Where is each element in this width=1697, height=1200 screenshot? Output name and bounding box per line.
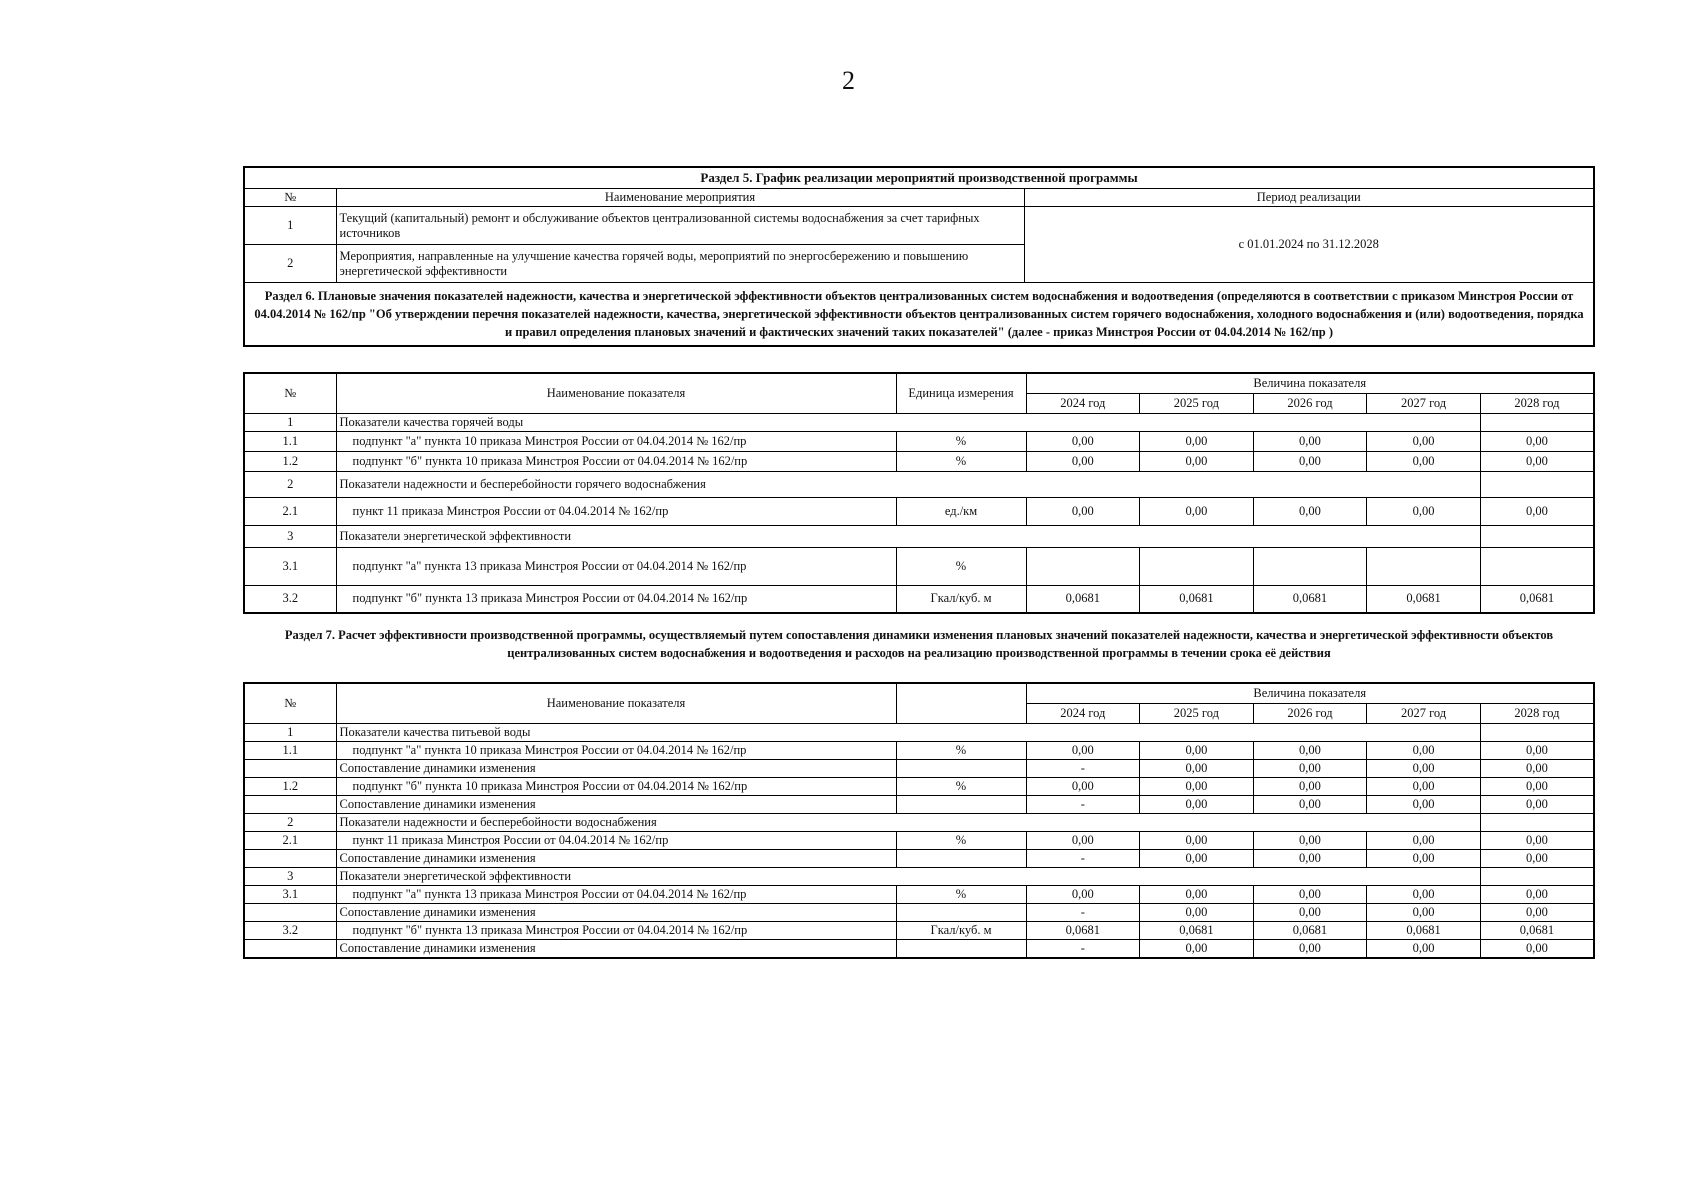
section5-table bbox=[243, 166, 1595, 347]
value-cell: 0,00 bbox=[1367, 777, 1481, 795]
unit-cell: % bbox=[896, 451, 1026, 471]
value-cell: 0,00 bbox=[1026, 741, 1140, 759]
value-cell: 0,00 bbox=[1140, 759, 1254, 777]
value-cell: 0,00 bbox=[1253, 497, 1367, 525]
row-num bbox=[244, 903, 336, 921]
table-row bbox=[244, 431, 1594, 451]
table-row bbox=[244, 759, 1594, 777]
value-cell: 0,00 bbox=[1367, 451, 1481, 471]
value-cell: 0,00 bbox=[1140, 431, 1254, 451]
row-num: 3 bbox=[244, 525, 336, 547]
value-cell: 0,00 bbox=[1480, 741, 1594, 759]
row-num: 3 bbox=[244, 867, 336, 885]
unit-cell: Гкал/куб. м bbox=[896, 585, 1026, 613]
empty-cell bbox=[1480, 471, 1594, 497]
row-name: подпункт "б" пункта 13 приказа Минстроя России от 04.04.2014 № 162/пр bbox=[336, 921, 896, 939]
section6-table bbox=[243, 372, 1595, 614]
row-num: 1 bbox=[244, 413, 336, 431]
value-cell: 0,0681 bbox=[1367, 585, 1481, 613]
value-cell: 0,00 bbox=[1480, 939, 1594, 958]
value-cell: 0,0681 bbox=[1026, 585, 1140, 613]
value-cell: 0,00 bbox=[1253, 741, 1367, 759]
value-cell: 0,00 bbox=[1253, 885, 1367, 903]
value-cell: 0,00 bbox=[1480, 431, 1594, 451]
value-cell: 0,00 bbox=[1480, 849, 1594, 867]
value-cell: 0,00 bbox=[1253, 795, 1367, 813]
table-row bbox=[244, 525, 1594, 547]
value-cell bbox=[1140, 547, 1254, 585]
value-cell: 0,00 bbox=[1480, 451, 1594, 471]
col-num-header: № bbox=[244, 373, 336, 413]
value-cell: 0,00 bbox=[1026, 451, 1140, 471]
unit-cell bbox=[896, 939, 1026, 958]
row-name: Сопоставление динамики изменения bbox=[336, 849, 896, 867]
unit-cell: % bbox=[896, 547, 1026, 585]
table-row bbox=[244, 413, 1594, 431]
value-cell: 0,00 bbox=[1253, 759, 1367, 777]
row-name: Мероприятия, направленные на улучшение качества горячей воды, мероприятий по энергосбережению и повышению энергетической эффективности bbox=[336, 245, 1024, 283]
row-name: подпункт "а" пункта 10 приказа Минстроя России от 04.04.2014 № 162/пр bbox=[336, 741, 896, 759]
row-name: подпункт "а" пункта 13 приказа Минстроя России от 04.04.2014 № 162/пр bbox=[336, 547, 896, 585]
year-header: 2025 год bbox=[1140, 393, 1254, 413]
value-cell: 0,00 bbox=[1367, 759, 1481, 777]
period-value: с 01.01.2024 по 31.12.2028 bbox=[1024, 207, 1594, 283]
row-name: Сопоставление динамики изменения bbox=[336, 795, 896, 813]
year-header: 2028 год bbox=[1480, 393, 1594, 413]
value-cell: 0,00 bbox=[1367, 939, 1481, 958]
value-cell: 0,0681 bbox=[1140, 585, 1254, 613]
value-cell: 0,00 bbox=[1480, 831, 1594, 849]
row-num: 3.2 bbox=[244, 585, 336, 613]
table-row bbox=[244, 831, 1594, 849]
row-num: 3.1 bbox=[244, 547, 336, 585]
year-header: 2027 год bbox=[1367, 393, 1481, 413]
value-cell: 0,0681 bbox=[1480, 585, 1594, 613]
col-num-header: № bbox=[244, 683, 336, 723]
row-name: подпункт "б" пункта 10 приказа Минстроя России от 04.04.2014 № 162/пр bbox=[336, 777, 896, 795]
section7-table bbox=[243, 682, 1595, 959]
table-row bbox=[244, 813, 1594, 831]
value-cell: 0,00 bbox=[1480, 759, 1594, 777]
year-header: 2024 год bbox=[1026, 393, 1140, 413]
row-num: 1.1 bbox=[244, 741, 336, 759]
row-num bbox=[244, 795, 336, 813]
row-name: подпункт "б" пункта 13 приказа Минстроя России от 04.04.2014 № 162/пр bbox=[336, 585, 896, 613]
unit-cell bbox=[896, 759, 1026, 777]
value-cell bbox=[1026, 547, 1140, 585]
section7-table-block bbox=[243, 682, 1595, 959]
value-cell: 0,00 bbox=[1140, 497, 1254, 525]
value-cell: 0,00 bbox=[1026, 497, 1140, 525]
value-cell: 0,00 bbox=[1480, 795, 1594, 813]
row-num: 1 bbox=[244, 207, 336, 245]
value-cell: 0,00 bbox=[1253, 939, 1367, 958]
section5-block bbox=[243, 166, 1595, 347]
empty-cell bbox=[1480, 413, 1594, 431]
row-num: 2 bbox=[244, 245, 336, 283]
row-num bbox=[244, 939, 336, 958]
empty-cell bbox=[1480, 525, 1594, 547]
table-row bbox=[244, 903, 1594, 921]
row-name: подпункт "а" пункта 13 приказа Минстроя России от 04.04.2014 № 162/пр bbox=[336, 885, 896, 903]
value-cell: 0,00 bbox=[1026, 777, 1140, 795]
value-cell: 0,00 bbox=[1140, 831, 1254, 849]
year-header: 2026 год bbox=[1253, 703, 1367, 723]
empty-cell bbox=[1480, 813, 1594, 831]
table-row bbox=[244, 777, 1594, 795]
unit-cell bbox=[896, 795, 1026, 813]
row-name: подпункт "а" пункта 10 приказа Минстроя России от 04.04.2014 № 162/пр bbox=[336, 431, 896, 451]
row-name: пункт 11 приказа Минстроя России от 04.04.2014 № 162/пр bbox=[336, 497, 896, 525]
value-cell: - bbox=[1026, 795, 1140, 813]
table-row bbox=[244, 451, 1594, 471]
table-row bbox=[244, 867, 1594, 885]
value-cell: - bbox=[1026, 759, 1140, 777]
value-cell: 0,00 bbox=[1140, 903, 1254, 921]
value-cell: 0,00 bbox=[1480, 777, 1594, 795]
unit-cell: Гкал/куб. м bbox=[896, 921, 1026, 939]
year-header: 2025 год bbox=[1140, 703, 1254, 723]
value-cell: 0,00 bbox=[1140, 777, 1254, 795]
table-row bbox=[244, 497, 1594, 525]
value-cell: 0,00 bbox=[1253, 849, 1367, 867]
value-cell: 0,00 bbox=[1367, 831, 1481, 849]
value-cell: 0,00 bbox=[1140, 885, 1254, 903]
value-cell bbox=[1480, 547, 1594, 585]
value-cell: 0,00 bbox=[1140, 849, 1254, 867]
value-cell: 0,0681 bbox=[1140, 921, 1254, 939]
unit-cell: % bbox=[896, 777, 1026, 795]
value-cell: 0,00 bbox=[1253, 777, 1367, 795]
section7-block bbox=[243, 626, 1595, 662]
row-num: 3.1 bbox=[244, 885, 336, 903]
value-cell bbox=[1367, 547, 1481, 585]
value-cell: 0,00 bbox=[1140, 741, 1254, 759]
group-name: Показатели качества питьевой воды bbox=[336, 723, 1480, 741]
value-cell: 0,00 bbox=[1367, 903, 1481, 921]
col-value-header: Величина показателя bbox=[1026, 373, 1594, 393]
value-cell: 0,00 bbox=[1367, 795, 1481, 813]
col-value-header: Величина показателя bbox=[1026, 683, 1594, 703]
group-name: Показатели энергетической эффективности bbox=[336, 525, 1480, 547]
section6-title: Раздел 6. Плановые значения показателей надежности, качества и энергетической эффективности объектов централизованных систем водоснабжения и водоотведения (определяются в соответствии с приказом Минстроя России от 04.04.2014 № 162/пр "Об утверждении перечня показателей надежности, качества, энергетической эффективности объектов централизованных систем горячего водоснабжения, холодного водоснабжения и (или) водоотведения, порядка и правил определения плановых значений и фактических значений таких показателей" (далее - приказ Минстроя России от 04.04.2014 № 162/пр ) bbox=[244, 283, 1594, 347]
row-num: 2 bbox=[244, 471, 336, 497]
value-cell: 0,00 bbox=[1480, 903, 1594, 921]
row-name: подпункт "б" пункта 10 приказа Минстроя России от 04.04.2014 № 162/пр bbox=[336, 451, 896, 471]
value-cell: 0,00 bbox=[1140, 451, 1254, 471]
row-num bbox=[244, 849, 336, 867]
table-row bbox=[244, 547, 1594, 585]
value-cell: 0,00 bbox=[1367, 849, 1481, 867]
unit-cell: % bbox=[896, 831, 1026, 849]
value-cell: 0,0681 bbox=[1253, 585, 1367, 613]
value-cell: 0,00 bbox=[1026, 431, 1140, 451]
value-cell: 0,00 bbox=[1480, 497, 1594, 525]
value-cell: 0,0681 bbox=[1367, 921, 1481, 939]
value-cell: - bbox=[1026, 849, 1140, 867]
row-num: 1.2 bbox=[244, 451, 336, 471]
group-name: Показатели надежности и бесперебойности водоснабжения bbox=[336, 813, 1480, 831]
row-num: 1.2 bbox=[244, 777, 336, 795]
unit-cell bbox=[896, 903, 1026, 921]
empty-cell bbox=[1480, 723, 1594, 741]
value-cell: 0,0681 bbox=[1480, 921, 1594, 939]
row-num: 1 bbox=[244, 723, 336, 741]
value-cell: 0,00 bbox=[1026, 885, 1140, 903]
value-cell: 0,00 bbox=[1253, 451, 1367, 471]
year-header: 2027 год bbox=[1367, 703, 1481, 723]
value-cell: 0,00 bbox=[1140, 795, 1254, 813]
table-row bbox=[244, 795, 1594, 813]
col-unit-header: Единица измерения bbox=[896, 373, 1026, 413]
row-num: 3.2 bbox=[244, 921, 336, 939]
value-cell: 0,00 bbox=[1253, 903, 1367, 921]
value-cell: 0,00 bbox=[1253, 831, 1367, 849]
section6-block bbox=[243, 372, 1595, 614]
col-name-header: Наименование показателя bbox=[336, 373, 896, 413]
value-cell: 0,00 bbox=[1480, 885, 1594, 903]
col-num-header: № bbox=[244, 189, 336, 207]
unit-cell: % bbox=[896, 885, 1026, 903]
col-unit-header bbox=[896, 683, 1026, 723]
page-number: 2 bbox=[842, 66, 855, 95]
row-num: 2.1 bbox=[244, 497, 336, 525]
row-num: 2 bbox=[244, 813, 336, 831]
row-name: пункт 11 приказа Минстроя России от 04.04.2014 № 162/пр bbox=[336, 831, 896, 849]
year-header: 2024 год bbox=[1026, 703, 1140, 723]
value-cell: 0,00 bbox=[1253, 431, 1367, 451]
value-cell: - bbox=[1026, 939, 1140, 958]
table-row bbox=[244, 921, 1594, 939]
row-name: Сопоставление динамики изменения bbox=[336, 759, 896, 777]
col-period-header: Период реализации bbox=[1024, 189, 1594, 207]
value-cell: 0,00 bbox=[1367, 741, 1481, 759]
row-num bbox=[244, 759, 336, 777]
group-name: Показатели качества горячей воды bbox=[336, 413, 1480, 431]
section7-title: Раздел 7. Расчет эффективности производственной программы, осуществляемый путем сопоставления динамики изменения плановых значений показателей надежности, качества и энергетической эффективности объектов централизованных систем водоснабжения и водоотведения и расходов на реализацию производственной программы в течении срока её действия bbox=[284, 628, 1554, 660]
year-header: 2028 год bbox=[1480, 703, 1594, 723]
unit-cell: ед./км bbox=[896, 497, 1026, 525]
table-row bbox=[244, 471, 1594, 497]
table-row bbox=[244, 885, 1594, 903]
group-name: Показатели надежности и бесперебойности горячего водоснабжения bbox=[336, 471, 1480, 497]
row-num: 2.1 bbox=[244, 831, 336, 849]
unit-cell: % bbox=[896, 741, 1026, 759]
unit-cell: % bbox=[896, 431, 1026, 451]
value-cell: 0,00 bbox=[1140, 939, 1254, 958]
col-name-header: Наименование показателя bbox=[336, 683, 896, 723]
section5-title: Раздел 5. График реализации мероприятий производственной программы bbox=[244, 167, 1594, 189]
year-header: 2026 год bbox=[1253, 393, 1367, 413]
col-name-header: Наименование мероприятия bbox=[336, 189, 1024, 207]
table-row bbox=[244, 741, 1594, 759]
empty-cell bbox=[1480, 867, 1594, 885]
value-cell: 0,0681 bbox=[1026, 921, 1140, 939]
table-row bbox=[244, 849, 1594, 867]
value-cell bbox=[1253, 547, 1367, 585]
group-name: Показатели энергетической эффективности bbox=[336, 867, 1480, 885]
table-row bbox=[244, 585, 1594, 613]
row-name: Сопоставление динамики изменения bbox=[336, 939, 896, 958]
value-cell: 0,00 bbox=[1026, 831, 1140, 849]
value-cell: 0,00 bbox=[1367, 885, 1481, 903]
row-name: Текущий (капитальный) ремонт и обслуживание объектов централизованной системы водоснабжения за счет тарифных источников bbox=[336, 207, 1024, 245]
table-row bbox=[244, 939, 1594, 958]
table-row bbox=[244, 723, 1594, 741]
row-name: Сопоставление динамики изменения bbox=[336, 903, 896, 921]
value-cell: 0,00 bbox=[1367, 431, 1481, 451]
unit-cell bbox=[896, 849, 1026, 867]
value-cell: - bbox=[1026, 903, 1140, 921]
row-num: 1.1 bbox=[244, 431, 336, 451]
value-cell: 0,0681 bbox=[1253, 921, 1367, 939]
value-cell: 0,00 bbox=[1367, 497, 1481, 525]
